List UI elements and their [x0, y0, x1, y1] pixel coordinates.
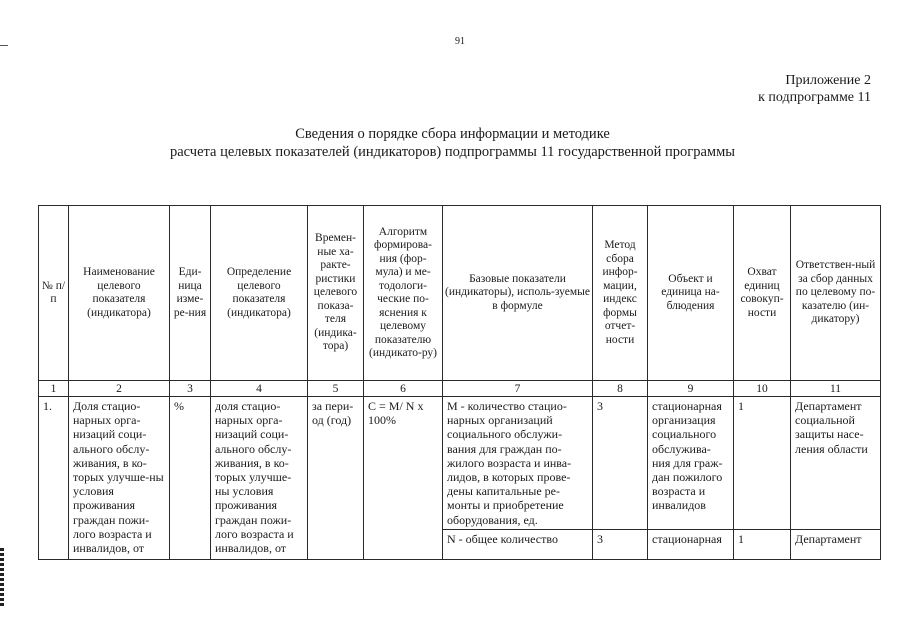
header-cell: Алгоритм формирова-ния (фор-мула) и ме-тодологи-ческие по-яснения к целевому показателю (индикато-ру) [364, 206, 443, 381]
column-number: 10 [734, 381, 791, 397]
column-number: 1 [39, 381, 69, 397]
indicator-definition: доля стацио-нарных орга-низаций соци-ального обслу-живания, в ко-торых улучше-ны условия проживания граждан пожи-лого возраста и инвалидов, от [211, 397, 308, 560]
header-cell: Объект и единица на-блюдения [648, 206, 734, 381]
appendix-line-2: к подпрограмме 11 [758, 90, 871, 105]
indicator-unit: % [170, 397, 211, 560]
scan-margin-mark [0, 548, 4, 608]
page-number: 91 [455, 36, 465, 47]
collection-method: 3 [593, 397, 648, 530]
appendix-line-1: Приложение 2 [785, 73, 871, 88]
indicator-name: Доля стацио-нарных орга-низаций соци-ального обслу-живания, в ко-торых улучше-ны условия проживания граждан пожи-лого возраста и инвалидов, от [69, 397, 170, 560]
header-cell: Ответствен-ный за сбор данных по целевому по-казателю (ин-дикатору) [791, 206, 881, 381]
header-cell: Наименование целевого показателя (индикатора) [69, 206, 170, 381]
column-number: 6 [364, 381, 443, 397]
edge-mark [0, 45, 8, 46]
column-number: 3 [170, 381, 211, 397]
responsible-party: Департамент [791, 529, 881, 559]
header-cell: Определение целевого показателя (индикатора) [211, 206, 308, 381]
column-number: 9 [648, 381, 734, 397]
observation-object: стационарная [648, 529, 734, 559]
indicators-table [38, 205, 881, 560]
time-characteristics: за пери-од (год) [308, 397, 364, 560]
column-number: 2 [69, 381, 170, 397]
observation-object: стационарная организация социального обслужива-ния для граж-дан пожилого возраста и инвалидов [648, 397, 734, 530]
responsible-party: Департамент социальной защиты насе-ления области [791, 397, 881, 530]
appendix-note [758, 72, 871, 106]
header-cell: Времен-ные ха-ракте-ристики целевого показа-теля (индика-тора) [308, 206, 364, 381]
coverage: 1 [734, 529, 791, 559]
table-row [39, 397, 881, 530]
header-cell: Метод сбора инфор-мации, индекс формы отчет-ности [593, 206, 648, 381]
coverage: 1 [734, 397, 791, 530]
base-indicator-m: M - количество стацио-нарных организаций социального обслужи-вания для граждан по-жилого возраста и инва-лидов, в которых прове-дены капитальные ре-монты и приобретение оборудования, ед. [443, 397, 593, 530]
column-number: 11 [791, 381, 881, 397]
header-cell: Базовые показатели (индикаторы), исполь-зуемые в формуле [443, 206, 593, 381]
row-number: 1. [39, 397, 69, 560]
title-line-1: Сведения о порядке сбора информации и методике [295, 126, 610, 142]
formula: C = M/ N x 100% [364, 397, 443, 560]
column-number: 8 [593, 381, 648, 397]
document-title [0, 125, 905, 161]
header-cell: № п/п [39, 206, 69, 381]
column-number: 7 [443, 381, 593, 397]
collection-method: 3 [593, 529, 648, 559]
column-number: 4 [211, 381, 308, 397]
column-number-row [39, 381, 881, 397]
header-cell: Охват единиц совокуп-ности [734, 206, 791, 381]
base-indicator-n: N - общее количество [443, 529, 593, 559]
header-cell: Еди-ница изме-ре-ния [170, 206, 211, 381]
column-number: 5 [308, 381, 364, 397]
title-line-2: расчета целевых показателей (индикаторов) подпрограммы 11 государственной программы [169, 144, 736, 160]
table-header-row [39, 206, 881, 381]
